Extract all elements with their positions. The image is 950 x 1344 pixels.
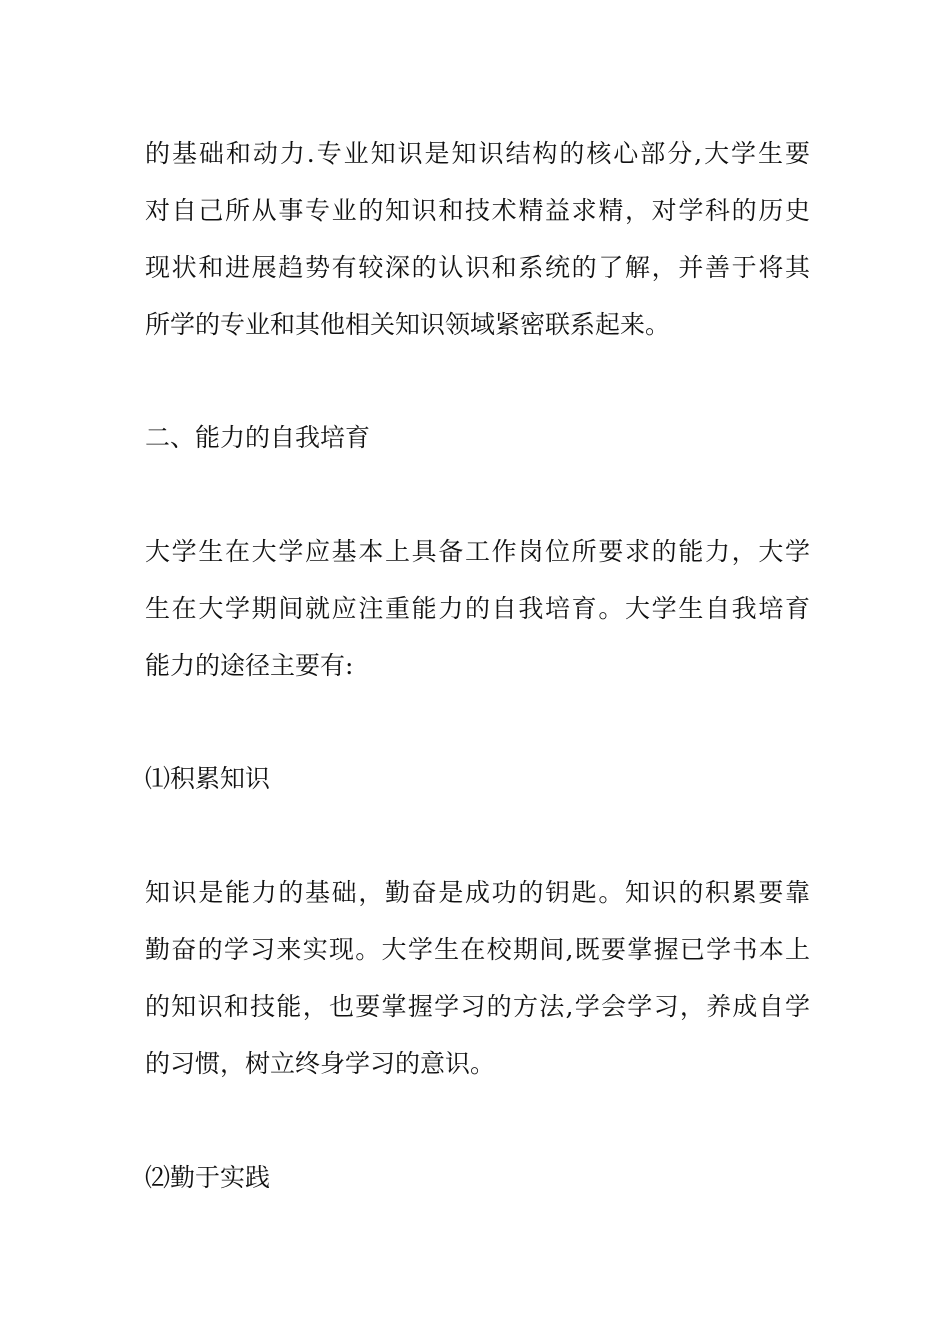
paragraph-2-line-2: 生在大学期间就应注重能力的自我培育。大学生自我培育: [145, 594, 810, 623]
paragraph-1-line-3: 现状和进展趋势有较深的认识和系统的了解，并善于将其: [145, 253, 810, 282]
paragraph-1-line-2: 对自己所从事专业的知识和技术精益求精，对学科的历史: [145, 196, 810, 225]
paragraph-3-line-2: 勤奋的学习来实现。大学生在校期间,既要掌握已学书本上: [145, 935, 810, 964]
subheading-1: ⑴积累知识: [145, 764, 271, 793]
section-heading: 二、能力的自我培育: [145, 423, 371, 452]
subheading-2: ⑵勤于实践: [145, 1163, 271, 1192]
paragraph-3-line-4: 的习惯，树立终身学习的意识。: [145, 1049, 496, 1078]
paragraph-2-line-1: 大学生在大学应基本上具备工作岗位所要求的能力，大学: [145, 537, 810, 566]
paragraph-2-line-3: 能力的途径主要有:: [145, 651, 354, 680]
paragraph-1-line-4: 所学的专业和其他相关知识领域紧密联系起来。: [145, 310, 671, 339]
paragraph-1-line-1: 的基础和动力.专业知识是知识结构的核心部分,大学生要: [145, 139, 810, 168]
paragraph-3-line-3: 的知识和技能，也要掌握学习的方法,学会学习，养成自学: [145, 992, 810, 1021]
paragraph-3-line-1: 知识是能力的基础，勤奋是成功的钥匙。知识的积累要靠: [145, 878, 810, 907]
